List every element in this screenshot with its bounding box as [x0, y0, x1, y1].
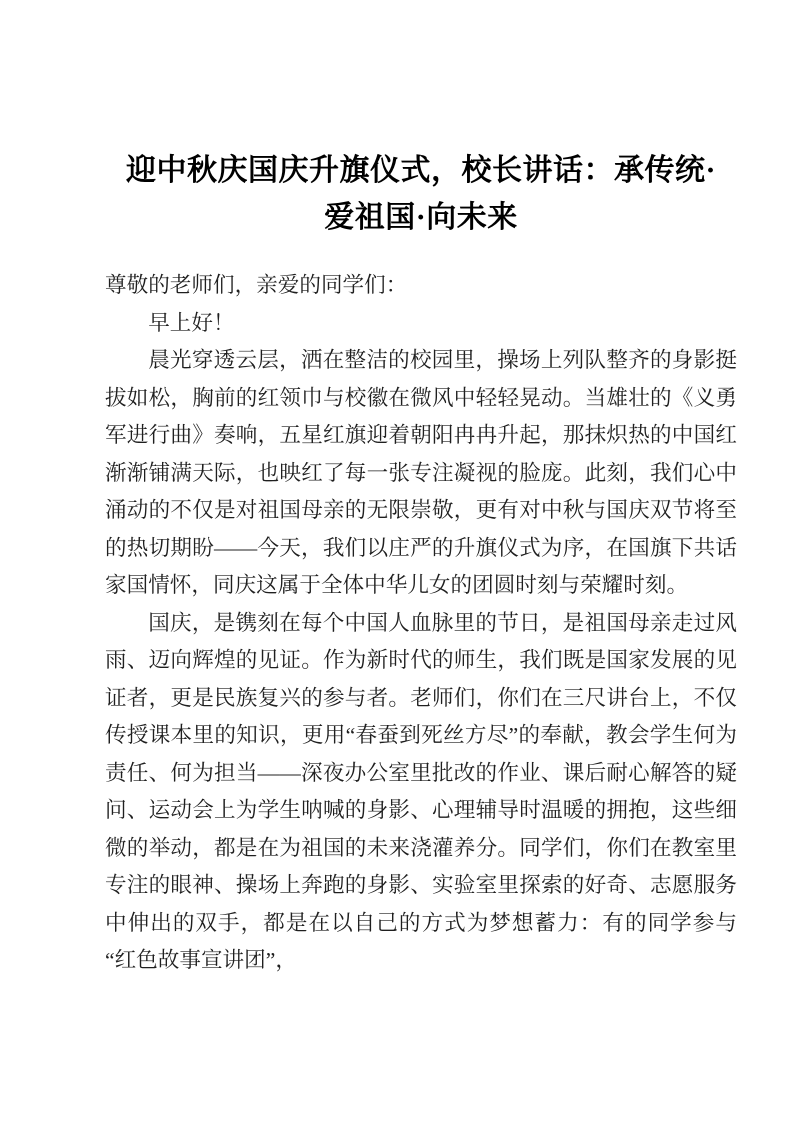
- salutation-line: 尊敬的老师们，亲爱的同学们：: [105, 273, 408, 297]
- paragraph-flag-raising: 晨光穿透云层，洒在整洁的校园里，操场上列队整齐的身影挺拔如松，胸前的红领巾与校徽在微风中轻轻晃动。当雄壮的《义勇军进行曲》奏响，五星红旗迎着朝阳冉冉升起，那抹炽热的中国红渐渐铺满天际，也映红了每一张专注凝视的脸庞。此刻，我们心中涌动的不仅是对祖国母亲的无限崇敬，更有对中秋与国庆双节将至的热切期盼——今天，我们以庄严的升旗仪式为序，在国旗下共话家国情怀，同庆这属于全体中华儿女的团圆时刻与荣耀时刻。: [105, 348, 737, 597]
- document-title: [105, 147, 737, 241]
- title-line-2: 爱祖国·向未来: [324, 201, 518, 234]
- paragraph-national-day: 国庆，是镌刻在每个中国人血脉里的节日，是祖国母亲走过风雨、迈向辉煌的见证。作为新时代的师生，我们既是国家发展的见证者，更是民族复兴的参与者。老师们，你们在三尺讲台上，不仅传授课本里的知识，更用“春蚕到死丝方尽”的奉献，教会学生何为责任、何为担当——深夜办公室里批改的作业、课后耐心解答的疑问、运动会上为学生呐喊的身影、心理辅导时温暖的拥抱，这些细微的举动，都是在为祖国的未来浇灌养分。同学们，你们在教室里专注的眼神、操场上奔跑的身影、实验室里探索的好奇、志愿服务中伸出的双手，都是在以自己的方式为梦想蓄力：有的同学参与“红色故事宣讲团”，: [105, 610, 737, 972]
- greeting-line: 早上好！: [148, 310, 235, 335]
- title-line-1: 迎中秋庆国庆升旗仪式，校长讲话：承传统·: [125, 154, 716, 187]
- document-body: [105, 267, 737, 980]
